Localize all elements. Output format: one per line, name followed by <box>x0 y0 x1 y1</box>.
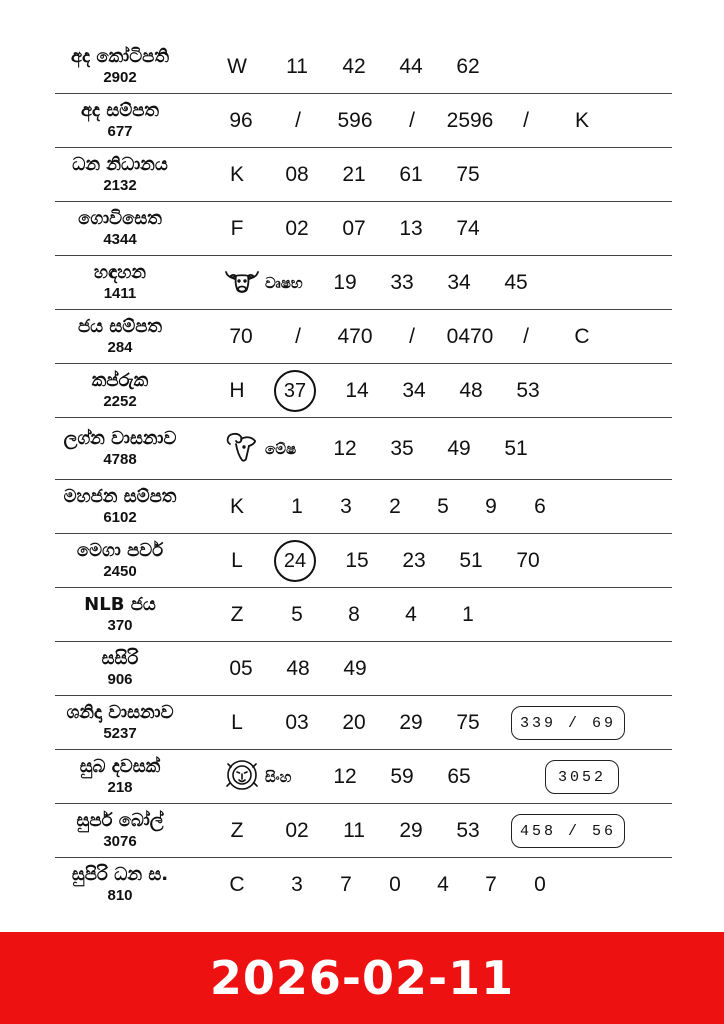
draw-number: 370 <box>107 617 133 634</box>
winning-number: 74 <box>456 217 480 240</box>
winning-number: 11 <box>286 55 308 78</box>
result-row <box>0 256 724 310</box>
lottery-label <box>50 148 190 202</box>
letter: L <box>231 549 243 572</box>
winning-number: 12 <box>333 437 357 460</box>
winning-number: 1 <box>291 495 303 518</box>
winning-number: 42 <box>342 55 366 78</box>
draw-number: 284 <box>107 339 133 356</box>
lottery-label <box>50 858 190 912</box>
winning-number: 14 <box>345 379 369 402</box>
bonus-box: 339 / 69 <box>511 706 625 740</box>
lottery-name: සුබ දවසක් <box>79 756 161 777</box>
winning-number: 51 <box>459 549 483 572</box>
letter: W <box>227 55 247 78</box>
result-row <box>0 804 724 858</box>
draw-date: 2026-02-11 <box>209 951 515 1005</box>
letter: Z <box>230 603 244 626</box>
lottery-name: ධන නිධානය <box>72 154 168 175</box>
lottery-name: ගොවිසෙත <box>78 208 162 229</box>
lottery-label <box>50 642 190 696</box>
lottery-label <box>50 256 190 310</box>
lottery-name: අද සම්පත <box>80 100 160 121</box>
lottery-name: කප්රුක <box>91 370 149 391</box>
zodiac-sign <box>222 758 291 796</box>
winning-number: 19 <box>333 271 357 294</box>
draw-number: 4344 <box>103 231 137 248</box>
winning-number: 7 <box>340 873 352 896</box>
winning-number: 08 <box>285 163 309 186</box>
winning-number: 70 <box>516 549 540 572</box>
result-value: 70 <box>229 325 253 348</box>
draw-number: 218 <box>107 779 133 796</box>
result-value: K <box>574 109 590 132</box>
separator: / <box>523 325 529 348</box>
winning-number: 33 <box>390 271 414 294</box>
winning-number: 4 <box>437 873 449 896</box>
winning-number: 5 <box>291 603 303 626</box>
winning-number: 3 <box>291 873 303 896</box>
draw-number: 810 <box>107 887 133 904</box>
winning-number: 51 <box>504 437 528 460</box>
results-table <box>0 40 724 912</box>
winning-number: 21 <box>342 163 366 186</box>
letter: K <box>229 495 245 518</box>
result-value: C <box>574 325 590 348</box>
lottery-label <box>50 418 190 480</box>
winning-number: 2 <box>389 495 401 518</box>
zodiac-name: මේෂ <box>265 440 297 458</box>
winning-number: 15 <box>345 549 369 572</box>
winning-number: 53 <box>516 379 540 402</box>
winning-number: 03 <box>285 711 309 734</box>
lottery-name: ලග්න වාසනාව <box>63 428 177 449</box>
result-value: 96 <box>229 109 253 132</box>
special-number: 24 <box>274 540 316 582</box>
winning-number: 3 <box>340 495 352 518</box>
lottery-name: හඳහන <box>93 262 147 283</box>
winning-number: 29 <box>399 711 423 734</box>
lottery-label <box>50 750 190 804</box>
winning-number: 5 <box>437 495 449 518</box>
result-value: 0470 <box>446 325 494 348</box>
winning-number: 0 <box>534 873 546 896</box>
lottery-name: සුපර් බෝල් <box>76 810 164 831</box>
lottery-name: මෙගා පවර් <box>76 540 164 561</box>
result-row <box>0 202 724 256</box>
lottery-label <box>50 202 190 256</box>
winning-number: 35 <box>390 437 414 460</box>
winning-number: 0 <box>389 873 401 896</box>
lion-icon <box>222 758 262 796</box>
winning-number: 49 <box>343 657 367 680</box>
winning-number: 11 <box>343 819 365 842</box>
draw-number: 5237 <box>103 725 137 742</box>
bull-icon <box>222 264 262 302</box>
lottery-label <box>50 804 190 858</box>
lottery-name: සසිරි <box>101 648 139 669</box>
winning-number: 75 <box>456 163 480 186</box>
lottery-name: අද කෝටිපති <box>71 46 169 67</box>
winning-number: 02 <box>285 217 309 240</box>
date-banner <box>0 932 724 1024</box>
lottery-label <box>50 94 190 148</box>
bonus-box: 458 / 56 <box>511 814 625 848</box>
draw-number: 2132 <box>103 177 137 194</box>
winning-number: 61 <box>399 163 423 186</box>
lottery-name: මහජන සම්පත <box>63 486 177 507</box>
zodiac-name: සිංහ <box>265 768 292 786</box>
winning-number: 53 <box>456 819 480 842</box>
winning-number: 75 <box>456 711 480 734</box>
draw-number: 2450 <box>103 563 137 580</box>
winning-number: 1 <box>462 603 474 626</box>
separator: / <box>523 109 529 132</box>
separator: / <box>295 109 301 132</box>
draw-number: 677 <box>107 123 133 140</box>
winning-number: 34 <box>402 379 426 402</box>
lottery-label <box>50 696 190 750</box>
result-value: 470 <box>337 325 373 348</box>
letter: H <box>229 379 245 402</box>
winning-number: 49 <box>447 437 471 460</box>
winning-number: 48 <box>459 379 483 402</box>
winning-number: 05 <box>229 657 253 680</box>
result-row <box>0 642 724 696</box>
lottery-name: සුපිරි ධන ස. <box>71 864 169 885</box>
letter: L <box>231 711 243 734</box>
winning-number: 12 <box>333 765 357 788</box>
draw-number: 6102 <box>103 509 137 526</box>
draw-number: 4788 <box>103 451 137 468</box>
separator: / <box>409 109 415 132</box>
letter: Z <box>230 819 244 842</box>
letter: F <box>230 217 244 240</box>
draw-number: 2252 <box>103 393 137 410</box>
lottery-name: ජය සම්පත <box>77 316 163 337</box>
winning-number: 20 <box>342 711 366 734</box>
zodiac-name: වෘෂභ <box>265 274 303 292</box>
result-row <box>0 94 724 148</box>
winning-number: 7 <box>485 873 497 896</box>
winning-number: 07 <box>342 217 366 240</box>
result-value: 596 <box>337 109 373 132</box>
zodiac-sign <box>222 430 296 468</box>
lottery-label <box>50 364 190 418</box>
result-row <box>0 310 724 364</box>
winning-number: 44 <box>399 55 423 78</box>
result-row <box>0 148 724 202</box>
result-row <box>0 858 724 912</box>
winning-number: 65 <box>447 765 471 788</box>
result-row <box>0 364 724 418</box>
lottery-label <box>50 534 190 588</box>
lottery-label <box>50 480 190 534</box>
winning-number: 9 <box>485 495 497 518</box>
winning-number: 48 <box>286 657 310 680</box>
ram-icon <box>222 430 262 468</box>
lottery-label <box>50 40 190 94</box>
winning-number: 02 <box>285 819 309 842</box>
winning-number: 29 <box>399 819 423 842</box>
winning-number: 59 <box>390 765 414 788</box>
result-row <box>0 696 724 750</box>
winning-number: 34 <box>447 271 471 294</box>
draw-number: 906 <box>107 671 133 688</box>
separator: / <box>295 325 301 348</box>
winning-number: 8 <box>348 603 360 626</box>
draw-number: 2902 <box>103 69 137 86</box>
zodiac-sign <box>222 264 303 302</box>
draw-number: 1411 <box>103 285 137 302</box>
letter: K <box>229 163 245 186</box>
result-row <box>0 588 724 642</box>
winning-number: 23 <box>402 549 426 572</box>
lottery-name: NLB ජය <box>84 594 156 615</box>
result-row <box>0 534 724 588</box>
lottery-label <box>50 588 190 642</box>
bonus-box: 3052 <box>545 760 619 794</box>
lottery-label <box>50 310 190 364</box>
result-value: 2596 <box>446 109 494 132</box>
winning-number: 6 <box>534 495 546 518</box>
result-row <box>0 480 724 534</box>
result-row <box>0 750 724 804</box>
winning-number: 4 <box>405 603 417 626</box>
result-row <box>0 40 724 94</box>
letter: C <box>229 873 245 896</box>
result-row <box>0 418 724 480</box>
winning-number: 13 <box>399 217 423 240</box>
separator: / <box>409 325 415 348</box>
winning-number: 45 <box>504 271 528 294</box>
lottery-name: ශනිදා වාසනාව <box>66 702 174 723</box>
winning-number: 62 <box>456 55 480 78</box>
special-number: 37 <box>274 370 316 412</box>
draw-number: 3076 <box>103 833 137 850</box>
